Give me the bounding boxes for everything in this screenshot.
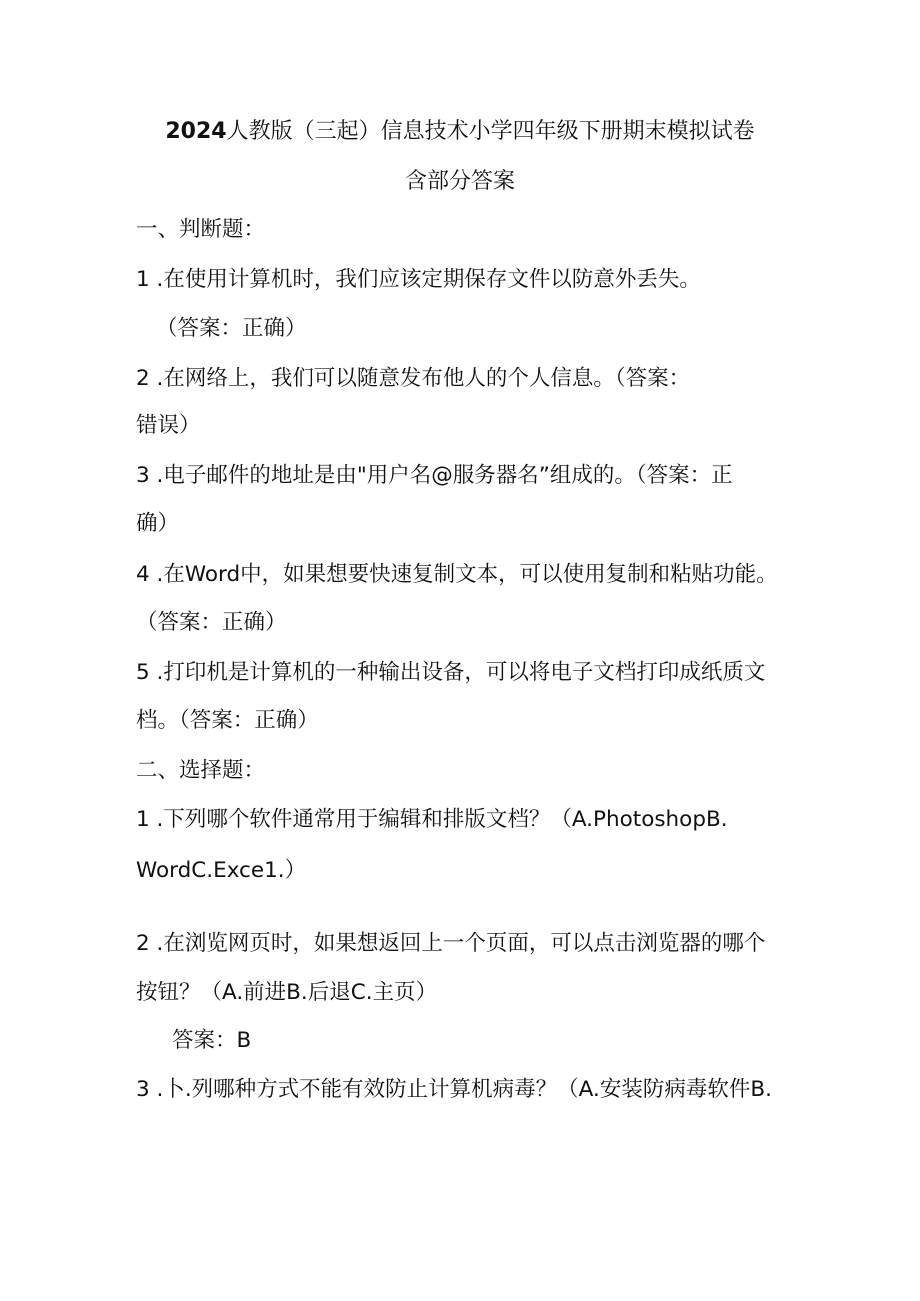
answer-line: 确） [136, 511, 180, 536]
question-line: 2 .在网络上，我们可以随意发布他人的个人信息。（答案： [136, 366, 691, 391]
document-title [0, 117, 920, 147]
question-line: 2 .在浏览网页时，如果想返回上一个页面，可以点击浏览器的哪个 [136, 931, 766, 956]
answer-line: （答案：正确） [136, 610, 287, 635]
question-line: 4 .在Word中，如果想要快速复制文本，可以使用复制和粘贴功能。 [136, 562, 778, 587]
title-year: 2024 [165, 119, 227, 144]
question-line: WordC.Exce1.） [136, 858, 307, 883]
section-heading-multiple-choice: 二、选择题： [136, 758, 266, 783]
title-text: 人教版（三起）信息技术小学四年级下册期末模拟试卷 [226, 119, 755, 144]
question-line: 1 .在使用计算机时，我们应该定期保存文件以防意外丢失。 [136, 267, 701, 292]
question-line: 5 .打印机是计算机的一种输出设备，可以将电子文档打印成纸质文 [136, 660, 766, 685]
answer-line: 答案：B [172, 1028, 252, 1053]
answer-line: （答案：正确） [156, 316, 307, 341]
section-heading-true-false: 一、判断题： [136, 217, 266, 242]
answer-line: 档。（答案：正确） [136, 708, 319, 733]
question-line: 按钮？（A.前进B.后退C.主页） [136, 980, 438, 1005]
question-line: 1 .下列哪个软件通常用于编辑和排版文档？（A.PhotoshopB. [136, 807, 728, 832]
question-line: 3 .卜.列哪种方式不能有效防止计算机病毒？（A.安装防病毒软件B. [136, 1077, 772, 1102]
document-subtitle: 含部分答案 [404, 169, 515, 194]
answer-line: 错误） [136, 413, 201, 438]
question-line: 3 .电子邮件的地址是由"用户名@服务器名”组成的。（答案：正 [136, 463, 733, 488]
